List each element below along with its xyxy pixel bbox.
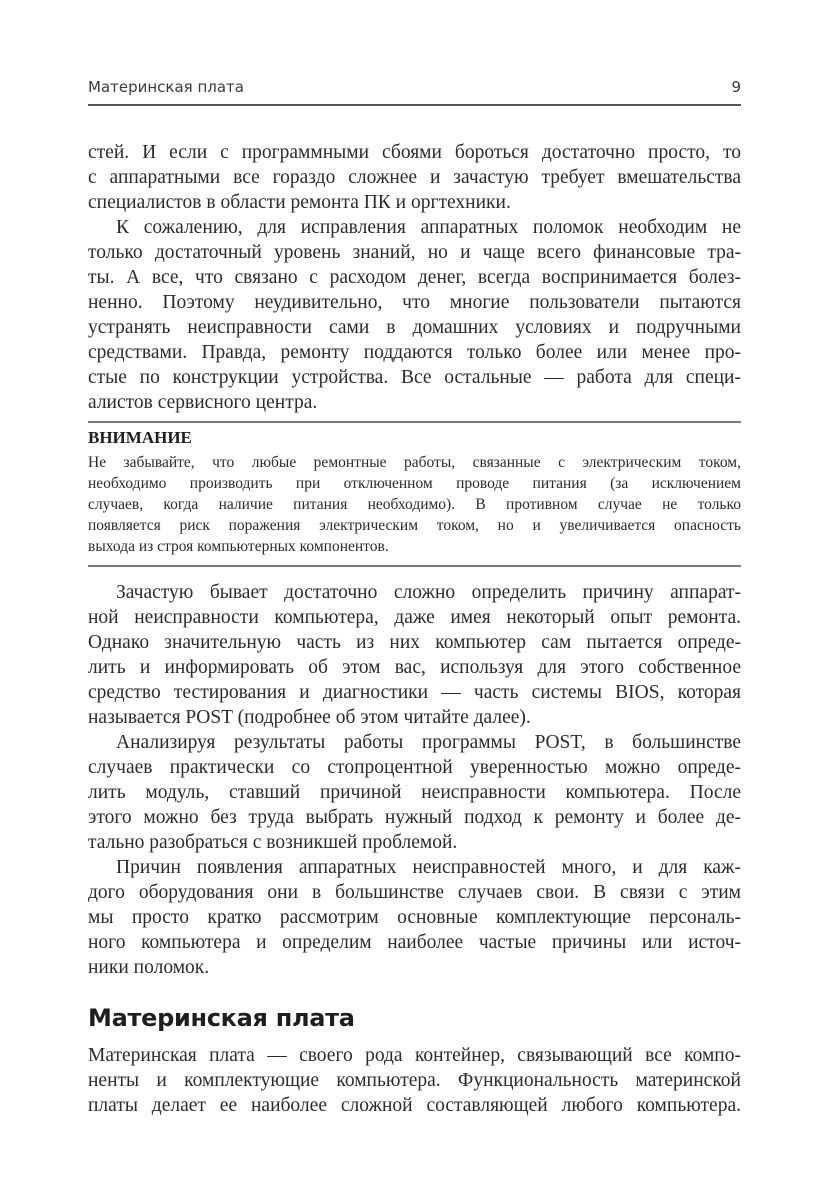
note-line: появляется риск поражения электрическим током, но и увеличивается опасность (88, 517, 741, 534)
note-bottom-rule (88, 565, 741, 567)
text-line: Материнская плата — своего рода контейнер, связывающий все компо- (88, 1045, 741, 1066)
text-line: дого оборудования они в большинстве случаев свои. В связи с этим (88, 882, 741, 903)
note-line: Не забывайте, что любые ремонтные работы, связанные с электрическим током, (88, 454, 741, 471)
text-line: тально разобраться с возникшей проблемой. (88, 832, 458, 853)
text-line: только достаточный уровень знаний, но и чаще всего финансовые тра- (88, 242, 741, 263)
text-line: ной неисправности компьютера, даже имея некоторый опыт ремонта. (88, 607, 741, 628)
text-line: ного компьютера и определим наиболее частые причины или источ- (88, 932, 741, 953)
text-line: стей. И если с программными сбоями бороться достаточно просто, то (88, 142, 741, 163)
text-line: К сожалению, для исправления аппаратных поломок необходим не (116, 217, 741, 238)
note-line: необходимо производить при отключенном проводе питания (за исключением (88, 475, 741, 492)
note-line: выхода из строя компьютерных компонентов. (88, 538, 389, 555)
text-line: средствами. Правда, ремонту поддаются только более или менее про- (88, 342, 741, 363)
text-line: средство тестирования и диагностики — часть системы BIOS, которая (88, 682, 741, 703)
text-line: ненно. Поэтому неудивительно, что многие пользователи пытаются (88, 292, 741, 313)
text-line: устранять неисправности сами в домашних условиях и подручными (88, 317, 741, 338)
text-line: Причин появления аппаратных неисправностей много, и для каж- (116, 857, 741, 878)
page-number: 9 (731, 78, 741, 96)
text-line: ненты и комплектующие компьютера. Функциональность материнской (88, 1070, 741, 1091)
text-line: случаев практически со стопроцентной уверенностью можно опреде- (88, 757, 741, 778)
text-line: стые по конструкции устройства. Все остальные — работа для специ- (88, 367, 741, 388)
text-line: специалистов в области ремонта ПК и оргтехники. (88, 192, 511, 213)
header-rule (88, 104, 741, 106)
text-line: Зачастую бывает достаточно сложно определить причину аппарат- (116, 582, 741, 603)
text-line: этого можно без труда выбрать нужный подход к ремонту и более де- (88, 807, 741, 828)
text-line: лить и информировать об этом вас, используя для этого собственное (88, 657, 741, 678)
text-line: мы просто кратко рассмотрим основные комплектующие персональ- (88, 907, 741, 928)
running-head (88, 78, 741, 100)
note-top-rule (88, 421, 741, 423)
text-line: ники поломок. (88, 957, 210, 978)
text-line: с аппаратными все гораздо сложнее и зачастую требует вмешательства (88, 167, 741, 188)
text-line: платы делает ее наиболее сложной составляющей любого компьютера. (88, 1095, 741, 1116)
text-line: называется POST (подробнее об этом читайте далее). (88, 707, 531, 728)
section-heading: Материнская плата (88, 1004, 355, 1032)
text-line: ты. А все, что связано с расходом денег, всегда воспринимается болез- (88, 267, 741, 288)
text-line: Однако значительную часть из них компьютер сам пытается опреде- (88, 632, 741, 653)
running-head-title: Материнская плата (88, 78, 244, 96)
text-line: Анализируя результаты работы программы POST, в большинстве (116, 732, 741, 753)
text-line: лить модуль, ставший причиной неисправности компьютера. После (88, 782, 741, 803)
note-line: случаев, когда наличие питания необходимо). В противном случае не только (88, 496, 741, 513)
note-title: ВНИМАНИЕ (88, 428, 192, 447)
text-line: алистов сервисного центра. (88, 392, 318, 413)
